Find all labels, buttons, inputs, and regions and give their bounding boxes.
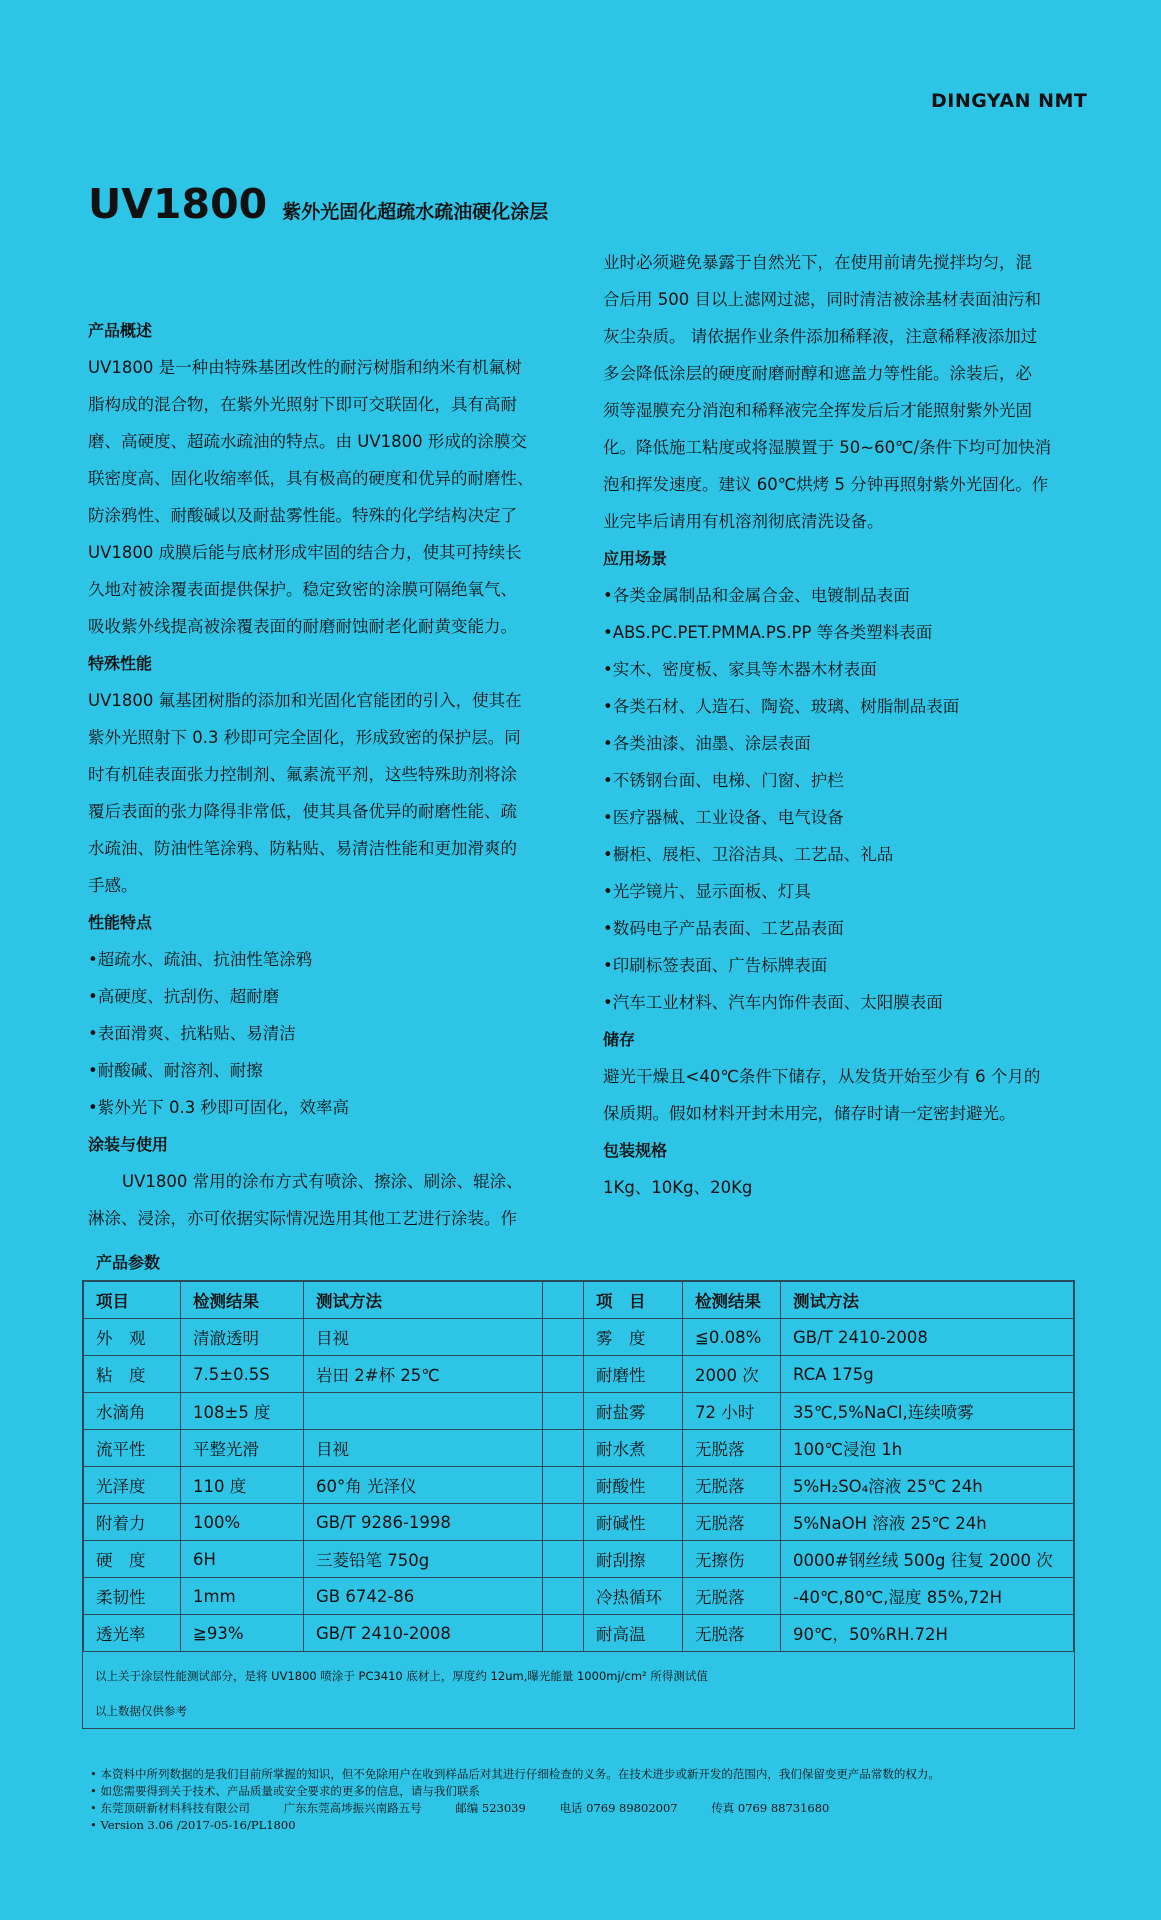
table-cell: 35℃,5%NaCl,连续喷雾 (781, 1393, 1074, 1430)
table-cell: 附着力 (84, 1504, 181, 1541)
table-cell: 透光率 (84, 1615, 181, 1652)
footer-contact-line (90, 1800, 1080, 1817)
table-cell: 外 观 (84, 1319, 181, 1356)
spacer-cell (543, 1319, 584, 1356)
usage-line: 化。降低施工粘度或将湿膜置于 50~60℃/条件下均可加快消 (603, 438, 1052, 457)
page-title (88, 180, 548, 228)
usage-line: 合后用 500 目以上滤网过滤，同时清洁被涂基材表面油污和 (603, 290, 1041, 309)
header-cell: 检测结果 (181, 1282, 304, 1319)
storage-line: 避光干燥且<40℃条件下储存，从发货开始至少有 6 个月的 (603, 1067, 1041, 1086)
table-cell: ≧93% (181, 1615, 304, 1652)
list-item: •各类油漆、油墨、涂层表面 (603, 734, 811, 753)
spacer-cell (543, 1393, 584, 1430)
overview-text (88, 349, 560, 645)
table-row (84, 1504, 1074, 1541)
table-cell: 72 小时 (683, 1393, 781, 1430)
table-cell: 60°角 光泽仪 (304, 1467, 543, 1504)
table-row (84, 1356, 1074, 1393)
footer-contact-note: • 如您需要得到关于技术、产品质量或安全要求的更多的信息，请与我们联系 (90, 1784, 480, 1798)
list-item: •表面滑爽、抗粘贴、易清洁 (88, 1024, 296, 1043)
product-model: UV1800 (88, 180, 268, 228)
table-cell: 2000 次 (683, 1356, 781, 1393)
packaging-text: 1Kg、10Kg、20Kg (603, 1178, 753, 1197)
special-line: 紫外光照射下 0.3 秒即可完全固化，形成致密的保护层。同 (88, 728, 521, 747)
special-heading: 特殊性能 (88, 654, 153, 673)
list-item: •印刷标签表面、广告标牌表面 (603, 956, 828, 975)
table-cell: GB/T 2410-2008 (781, 1319, 1074, 1356)
table-cell: 100% (181, 1504, 304, 1541)
params-note: 以上关于涂层性能测试部分，是将 UV1800 喷涂于 PC3410 底材上，厚度约 12um,曝光能量 1000mj/cm² 所得测试值 (95, 1669, 708, 1683)
spacer-cell (543, 1504, 584, 1541)
brand-name: DINGYAN NMT (931, 90, 1088, 112)
table-row (84, 1430, 1074, 1467)
spacer-cell (543, 1578, 584, 1615)
table-cell: 耐盐雾 (584, 1393, 683, 1430)
storage-line: 保质期。假如材料开封未用完，储存时请一定密封避光。 (603, 1104, 1016, 1123)
table-cell: 110 度 (181, 1467, 304, 1504)
table-cell: GB/T 9286-1998 (304, 1504, 543, 1541)
table-cell: 流平性 (84, 1430, 181, 1467)
params-note: 以上数据仅供参考 (95, 1704, 187, 1718)
usage-heading: 涂装与使用 (88, 1135, 169, 1154)
usage-line: 多会降低涂层的硬度耐磨耐醇和遮盖力等性能。涂装后，必 (603, 364, 1032, 383)
table-header-row (84, 1282, 1074, 1319)
table-cell: 水滴角 (84, 1393, 181, 1430)
table-cell: 无脱落 (683, 1615, 781, 1652)
table-cell: 108±5 度 (181, 1393, 304, 1430)
table-cell: 6H (181, 1541, 304, 1578)
packaging-heading: 包装规格 (603, 1141, 668, 1160)
table-cell: 硬 度 (84, 1541, 181, 1578)
overview-line: 防涂鸦性、耐酸碱以及耐盐雾性能。特殊的化学结构决定了 (88, 506, 517, 525)
list-item: •ABS.PC.PET.PMMA.PS.PP 等各类塑料表面 (603, 623, 933, 642)
usage-line: 泡和挥发速度。建议 60℃烘烤 5 分钟再照射紫外光固化。作 (603, 475, 1049, 494)
footer-postcode: 邮编 523039 (455, 1801, 526, 1815)
spacer-cell (543, 1282, 584, 1319)
footer-address: 广东东莞高埗振兴南路五号 (283, 1801, 422, 1815)
usage-continued-text (603, 244, 1075, 540)
special-text (88, 682, 560, 904)
spacer-cell (543, 1430, 584, 1467)
list-item: •各类金属制品和金属合金、电镀制品表面 (603, 586, 910, 605)
usage-line: 须等湿膜充分消泡和稀释液完全挥发后后才能照射紫外光固 (603, 401, 1032, 420)
header-cell: 测试方法 (781, 1282, 1074, 1319)
usage-line: 业时必须避免暴露于自然光下，在使用前请先搅拌均匀，混 (603, 253, 1032, 272)
list-item: •数码电子产品表面、工艺品表面 (603, 919, 844, 938)
header-cell: 检测结果 (683, 1282, 781, 1319)
right-column (603, 244, 1075, 1206)
footer-phone: 电话 0769 89802007 (559, 1801, 678, 1815)
overview-line: 联密度高、固化收缩率低，具有极高的硬度和优异的耐磨性、 (88, 469, 534, 488)
table-row (84, 1578, 1074, 1615)
table-cell: 5%H₂SO₄溶液 25℃ 24h (781, 1467, 1074, 1504)
overview-line: 脂构成的混合物，在紫外光照射下即可交联固化，具有高耐 (88, 395, 517, 414)
footer-fax: 传真 0769 88731680 (711, 1801, 830, 1815)
table-cell: 90℃，50%RH.72H (781, 1615, 1074, 1652)
params-heading: 产品参数 (96, 1253, 161, 1272)
table-cell: 0000#钢丝绒 500g 往复 2000 次 (781, 1541, 1074, 1578)
overview-heading: 产品概述 (88, 321, 153, 340)
table-row (84, 1467, 1074, 1504)
table-cell: 目视 (304, 1319, 543, 1356)
table-row (84, 1319, 1074, 1356)
overview-line: 久地对被涂覆表面提供保护。稳定致密的涂膜可隔绝氧气、 (88, 580, 517, 599)
footer (90, 1766, 1080, 1834)
table-row (84, 1393, 1074, 1430)
table-cell: 耐刮擦 (584, 1541, 683, 1578)
table-cell: 清澈透明 (181, 1319, 304, 1356)
left-column (88, 312, 560, 1237)
table-cell: 三菱铅笔 750g (304, 1541, 543, 1578)
overview-line: 吸收紫外线提高被涂覆表面的耐磨耐蚀耐老化耐黄变能力。 (88, 617, 517, 636)
header-cell: 项目 (84, 1282, 181, 1319)
table-cell (304, 1393, 543, 1430)
table-cell: 光泽度 (84, 1467, 181, 1504)
list-item: •紫外光下 0.3 秒即可固化，效率高 (88, 1098, 349, 1117)
product-subtitle: 紫外光固化超疏水疏油硬化涂层 (282, 201, 549, 223)
list-item: •高硬度、抗刮伤、超耐磨 (88, 987, 280, 1006)
footer-version: • Version 3.06 /2017-05-16/PL1800 (90, 1818, 296, 1832)
table-cell: 无擦伤 (683, 1541, 781, 1578)
usage-line: 淋涂、浸涂，亦可依据实际情况选用其他工艺进行涂装。作 (88, 1209, 517, 1228)
params-notes (83, 1652, 1074, 1722)
table-cell: 耐水煮 (584, 1430, 683, 1467)
params-table-box (82, 1280, 1075, 1729)
table-row (84, 1615, 1074, 1652)
usage-line: 业完毕后请用有机溶剂彻底清洗设备。 (603, 512, 884, 531)
applications-heading: 应用场景 (603, 549, 668, 568)
table-cell: 柔韧性 (84, 1578, 181, 1615)
spacer-cell (543, 1541, 584, 1578)
table-cell: 耐碱性 (584, 1504, 683, 1541)
list-item: •不锈钢台面、电梯、门窗、护栏 (603, 771, 844, 790)
table-cell: 无脱落 (683, 1430, 781, 1467)
overview-line: 磨、高硬度、超疏水疏油的特点。由 UV1800 形成的涂膜交 (88, 432, 527, 451)
table-cell: 冷热循环 (584, 1578, 683, 1615)
table-cell: GB/T 2410-2008 (304, 1615, 543, 1652)
list-item: •超疏水、疏油、抗油性笔涂鸦 (88, 950, 313, 969)
special-line: UV1800 氟基团树脂的添加和光固化官能团的引入，使其在 (88, 691, 522, 710)
special-line: 手感。 (88, 876, 138, 895)
header-cell: 项 目 (584, 1282, 683, 1319)
table-cell: RCA 175g (781, 1356, 1074, 1393)
special-line: 水疏油、防油性笔涂鸦、防粘贴、易清洁性能和更加滑爽的 (88, 839, 517, 858)
table-cell: 耐酸性 (584, 1467, 683, 1504)
list-item: •实木、密度板、家具等木器木材表面 (603, 660, 877, 679)
table-cell: 无脱落 (683, 1504, 781, 1541)
table-cell: 5%NaOH 溶液 25℃ 24h (781, 1504, 1074, 1541)
list-item: •汽车工业材料、汽车内饰件表面、太阳膜表面 (603, 993, 943, 1012)
applications-list (603, 577, 1075, 1021)
table-cell: 雾 度 (584, 1319, 683, 1356)
table-cell: 7.5±0.5S (181, 1356, 304, 1393)
table-cell: 无脱落 (683, 1467, 781, 1504)
footer-company: • 东莞顶研新材料科技有限公司 (90, 1801, 250, 1815)
table-cell: 目视 (304, 1430, 543, 1467)
spacer-cell (543, 1615, 584, 1652)
usage-line: UV1800 常用的涂布方式有喷涂、擦涂、刷涂、辊涂、 (122, 1172, 523, 1191)
footer-disclaimer: • 本资料中所列数据的是我们目前所掌握的知识，但不免除用户在收到样品后对其进行仔细检查的义务。在技术进步或新开发的范围内，我们保留变更产品常数的权力。 (90, 1767, 940, 1781)
list-item: •光学镜片、显示面板、灯具 (603, 882, 811, 901)
table-cell: 岩田 2#杯 25℃ (304, 1356, 543, 1393)
table-cell: 无脱落 (683, 1578, 781, 1615)
spacer-cell (543, 1467, 584, 1504)
storage-heading: 储存 (603, 1030, 636, 1049)
header-cell: 测试方法 (304, 1282, 543, 1319)
features-list (88, 941, 560, 1126)
table-cell: 100℃浸泡 1h (781, 1430, 1074, 1467)
table-cell: 耐高温 (584, 1615, 683, 1652)
table-cell: GB 6742-86 (304, 1578, 543, 1615)
list-item: •医疗器械、工业设备、电气设备 (603, 808, 844, 827)
list-item: •各类石材、人造石、陶瓷、玻璃、树脂制品表面 (603, 697, 960, 716)
features-heading: 性能特点 (88, 913, 153, 932)
overview-line: UV1800 是一种由特殊基团改性的耐污树脂和纳米有机氟树 (88, 358, 522, 377)
table-cell: ≦0.08% (683, 1319, 781, 1356)
special-line: 覆后表面的张力降得非常低，使其具备优异的耐磨性能、疏 (88, 802, 517, 821)
overview-line: UV1800 成膜后能与底材形成牢固的结合力，使其可持续长 (88, 543, 522, 562)
usage-line: 灰尘杂质。 请依据作业条件添加稀释液，注意稀释液添加过 (603, 327, 1038, 346)
list-item: •耐酸碱、耐溶剂、耐擦 (88, 1061, 263, 1080)
table-cell: 耐磨性 (584, 1356, 683, 1393)
table-row (84, 1541, 1074, 1578)
params-table (83, 1281, 1074, 1652)
spacer-cell (543, 1356, 584, 1393)
special-line: 时有机硅表面张力控制剂、氟素流平剂，这些特殊助剂将涂 (88, 765, 517, 784)
list-item: •橱柜、展柜、卫浴洁具、工艺品、礼品 (603, 845, 894, 864)
table-cell: -40℃,80℃,湿度 85%,72H (781, 1578, 1074, 1615)
table-cell: 1mm (181, 1578, 304, 1615)
table-cell: 粘 度 (84, 1356, 181, 1393)
table-cell: 平整光滑 (181, 1430, 304, 1467)
